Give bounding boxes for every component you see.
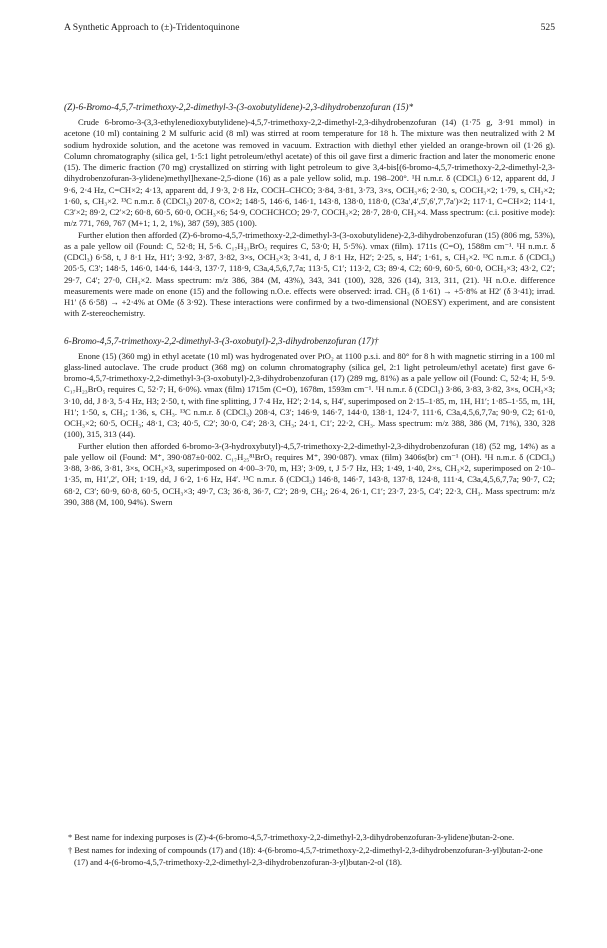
footnotes: [64, 832, 555, 870]
body-paragraph: Further elution then afforded (Z)-6-bromo-4,5,7-trimethoxy-2,2-dimethyl-3-(3-oxobutylidene)-2,3-dihydrobenzofuran (15) (806 mg, 53%), as a pale yellow oil (Found: C, 52·8; H, 5·6. C₁₇H₂₁BrO₅ requires C, 53·0; H, 5·5%). νmax (film). 1711s (C=O), 1588m cm⁻¹. ¹H n.m.r. δ (CDCl₃) 6·58, t, J 8·1 Hz, H1′; 3·92, 3·87, 3·82, 3×s, OCH₃×3; 3·41, d, J 8·1 Hz, H2′; 2·25, s, H4′; 1·61, s, CH₃×2. ¹³C n.m.r. δ (CDCl₃) 205·5, C3′; 148·5, 146·0, 144·6, 144·3, 137·7, 118·9, C3a,4,5,6,7,7a; 113·5, C1′; 113·2, C3; 89·4, C2; 60·9, 60·5, 60·0, OCH₃×3; 43·2, C2′; 29·7, C4′; 27·0, CH₃×2. Mass spectrum: m/z 386, 384 (M, 43%), 343, 341 (100), 328, 326 (14), 313, 311, (21). ¹H n.O.e. difference measurements were made on enone (15) and the following n.O.e. effects were observed: irrad. CH₃ (δ 1·61) → +5·8% at H2′ (δ 3·41); irrad. H1′ (δ 6·58) → +2·4% at OMe (δ 3·92). These interactions were confirmed by a two-dimensional (NOESY) experiment, and are consistent with Z-stereochemistry.: [64, 229, 555, 319]
body-paragraph: Enone (15) (360 mg) in ethyl acetate (10 ml) was hydrogenated over PtO₂ at 1100 p.s.i. and 80° for 8 h with magnetic stirring in a 100 ml glass-lined autoclave. The crude product (368 mg) on column chromatography (silica gel, 2:1 light petroleum/ethyl acetate) first gave 6-bromo-4,5,7-trimethoxy-2,2-dimethyl-3-(3-oxobutyl)-2,3-dihydrobenzofuran (17) (289 mg, 81%) as a pale yellow oil (Found: C, 52·4; H, 5·9. C₁₇H₂₃BrO₅ requires C, 52·7; H, 6·0%). νmax (film) 1715m (C=O), 1678m, 1593m cm⁻¹. ¹H n.m.r. δ (CDCl₃) 3·86, 3·83, 3·82, 3×s, OCH₃×3; 3·10, dd, J 8·3, 5·4 Hz, H3; 2·50, t, with fine splitting, J 7·4 Hz, H2′; 2·14, s, H4′, superimposed on 2·15–1·85, m, 1H, H1′; 1·85–1·55, m, 1H, H1′; 1·50, s, CH₃; 1·36, s, CH₃. ¹³C n.m.r. δ (CDCl₃) 208·4, C3′; 146·9, 146·7, 144·0, 138·1, 124·7, 111·6, C3a,4,5,6,7,7a; 90·9, C2; 61·0, OCH₃×2; 60·5, OCH₃; 48·1, C3; 40·5, C2′; 30·0, C4′; 28·3, CH₃; 24·1, C1′; 22·2, CH₃. Mass spectrum: m/z 388, 386 (M, 71%), 330, 328 (100), 315, 313 (44).: [64, 350, 555, 440]
section-compound-17: [64, 336, 555, 509]
body-paragraph: Crude 6-bromo-3-(3,3-ethylenedioxybutylidene)-4,5,7-trimethoxy-2,2-dimethyl-2,3-dihydrobenzofuran (14) (1·75 g, 3·91 mmol) in acetone (10 ml) containing 2 M sulfuric acid (8 ml) was stirred at room temperature for 18 h. The mixture was then neutralized with 2 M sodium hydroxide solution, and the acetone was removed in vacuum. Extraction with diethyl ether yielded an orange-brown oil (1·26 g). Column chromatography (silica gel, 1·5:1 light petroleum/ethyl acetate) of this oil gave first a dimeric fraction and later the monomeric enone (15). The dimeric fraction (70 mg) crystallized on stirring with light petroleum to give 3,4-bis[(6-bromo-4,5,7-trimethoxy-2,2-dimethyl-2,3-dihydrobenzofuran-3-ylidene)methyl]hexane-2,5-dione (16) as a pale yellow solid, m.p. 198–200°. ¹H n.m.r. δ (CDCl₃) 6·12, apparent dd, J 9·6, 2·4 Hz, C=CH×2; 4·13, apparent dd, J 9·3, 2·8 Hz, COCH–CHCO; 3·84, 3·81, 3·73, 3×s, OCH₃×6; 2·30, s, COCH₃×2; 1·79, s, CH₃×2; 1·60, s, CH₃×2. ¹³C n.m.r. δ (CDCl₃) 207·8, CO×2; 148·5, 146·6, 146·1, 143·8, 138·0, 118·0, (C3a′,4′,5′,6′,7′,7a′)×2; 117·1, C=CH×2; 114·1, C3′×2; 89·2, C2′×2; 60·8, 60·5, 60·0, OCH₃×6; 54·9, COCHCHCO; 29·7, COCH₃×2; 28·7, 28·0, CH₃×4. Mass spectrum: (c.i. positive mode): m/z 771, 769, 767 (M+1; 1, 2, 1%), 387 (59), 385 (100).: [64, 117, 555, 229]
footnote: * Best name for indexing purposes is (Z)-4-(6-bromo-4,5,7-trimethoxy-2,2-dimethyl-2,3-dihydrobenzofuran-3-ylidene)butan-2-one.: [68, 832, 515, 842]
section-heading: 6-Bromo-4,5,7-trimethoxy-2,2-dimethyl-3-(3-oxobutyl)-2,3-dihydrobenzofuran (17)†: [64, 336, 379, 347]
section-heading: (Z)-6-Bromo-4,5,7-trimethoxy-2,2-dimethyl-3-(3-oxobutylidene)-2,3-dihydrobenzofuran (15)*: [64, 103, 414, 113]
running-title: A Synthetic Approach to (±)-Tridentoquinone: [64, 22, 240, 33]
running-header: [64, 22, 555, 34]
section-compound-15: [64, 102, 555, 320]
section-spacer: [64, 320, 555, 336]
page-number: 525: [540, 22, 555, 33]
footnote: † Best names for indexing of compounds (17) and (18): 4-(6-bromo-4,5,7-trimethoxy-2,2-dimethyl-2,3-dihydrobenzofuran-3-yl)butan-2-one (17) and 4-(6-bromo-4,5,7-trimethoxy-2,2-dimethyl-2,3-dihydrobenzofuran-3-yl)butan-2-ol (18).: [68, 845, 543, 867]
body-paragraph: Further elution then afforded 6-bromo-3-(3-hydroxybutyl)-4,5,7-trimethoxy-2,2-dimethyl-2,3-dihydrobenzofuran (18) (52 mg, 14%) as a pale yellow oil (Found: M⁺, 390·087±0·002. C₁₇H₂₅⁸¹BrO₅ requires M⁺, 390·087). νmax (film) 3406s(br) cm⁻¹ (OH). ¹H n.m.r. δ (CDCl₃) 3·88, 3·86, 3·81, 3×s, OCH₃×3, superimposed on 4·00–3·70, m, H3′; 3·09, t, J 5·7 Hz, H3; 1·49, 1·40, 2×s, CH₃×2, superimposed on 2·10–1·35, m, H1′,2′, OH; 1·19, dd, J 6·2, 1·6 Hz, H4′. ¹³C n.m.r. δ (CDCl₃) 146·8, 146·7, 143·8, 137·8, 124·8, 111·4, C3a,4,5,6,7,7a; 90·7, C2; 68·2, C3′; 60·9, 60·8, 60·5, OCH₃×3; 49·7, C3; 36·8, 36·7, C2′; 28·9, CH₃; 26·4, 26·1, C1′; 23·7, 23·5, C4′; 22·3, CH₃. Mass spectrum: m/z 390, 388 (M, 100, 94%). Swern: [64, 440, 555, 507]
